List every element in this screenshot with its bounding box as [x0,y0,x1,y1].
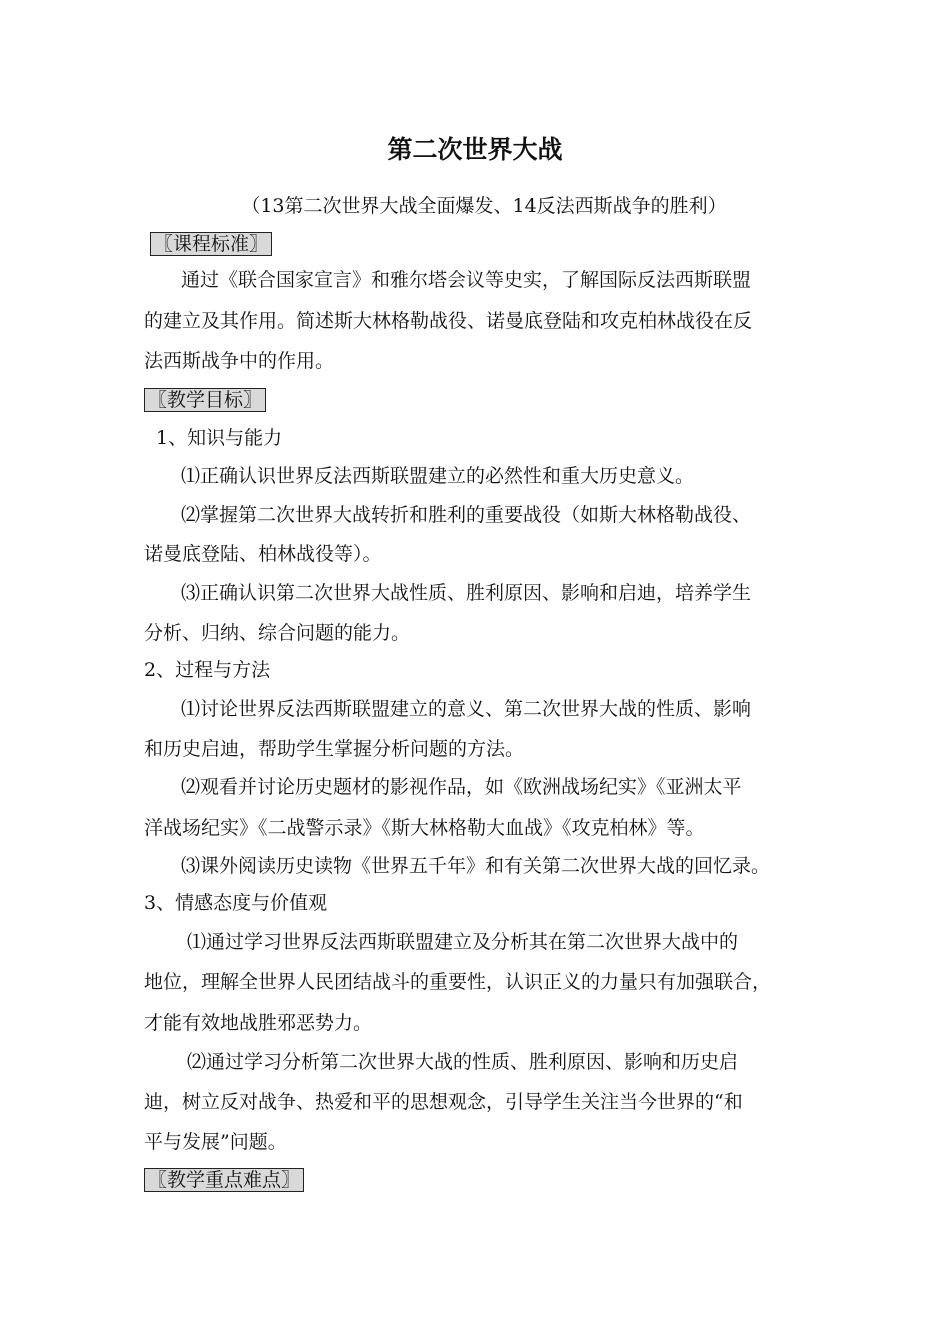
paragraph-line: 法西斯战争中的作用。 [144,350,335,372]
paragraph-line: 分析、归纳、综合问题的能力。 [144,622,411,644]
paragraph-line: 平与发展”问题。 [144,1131,287,1153]
paragraph-line: 通过《联合国家宣言》和雅尔塔会议等史实，了解国际反法西斯联盟 [181,269,752,291]
paragraph-line: 的建立及其作用。简述斯大林格勒战役、诺曼底登陆和攻克柏林战役在反 [144,310,753,332]
paragraph-line: 洋战场纪实》《二战警示录》《斯大林格勒大血战》《攻克柏林》等。 [144,817,705,839]
paragraph-line: ⑵掌握第二次世界大战转折和胜利的重要战役（如斯大林格勒战役、 [181,504,752,526]
page-title: 第二次世界大战 [387,135,563,164]
section-tag-curriculum: 〖课程标准〗 [150,232,272,256]
section-objectives [144,387,824,413]
paragraph-line: ⑴通过学习世界反法西斯联盟建立及分析其在第二次世界大战中的 [187,931,739,953]
paragraph-line: ⑴讨论世界反法西斯联盟建立的意义、第二次世界大战的性质、影响 [181,698,752,720]
paragraph-line: ⑶正确认识第二次世界大战性质、胜利原因、影响和启迪，培养学生 [181,582,752,604]
page-subtitle: （13第二次世界大战全面爆发、14反法西斯战争的胜利） [241,195,727,217]
section-tag-keypoints: 〖教学重点难点〗 [144,1168,304,1192]
paragraph-line: 和历史启迪，帮助学生掌握分析问题的方法。 [144,738,525,760]
subheading: 1、知识与能力 [156,427,283,449]
paragraph-line: ⑵通过学习分析第二次世界大战的性质、胜利原因、影响和历史启 [187,1051,739,1073]
paragraph-line: 才能有效地战胜邪恶势力。 [144,1012,373,1034]
section-curriculum [150,231,830,257]
section-tag-objectives: 〖教学目标〗 [144,388,266,412]
paragraph-line: ⑶课外阅读历史读物《世界五千年》和有关第二次世界大战的回忆录。 [181,855,771,877]
subheading: 3、情感态度与价值观 [144,892,328,914]
paragraph-line: ⑵观看并讨论历史题材的影视作品，如《欧洲战场纪实》《亚洲太平 [181,776,742,798]
paragraph-line: 地位，理解全世界人民团结战斗的重要性，认识正义的力量只有加强联合， [144,971,772,993]
paragraph-line: ⑴正确认识世界反法西斯联盟建立的必然性和重大历史意义。 [181,465,695,487]
paragraph-line: 诺曼底登陆、柏林战役等）。 [144,543,382,565]
subheading: 2、过程与方法 [144,659,271,681]
section-keypoints [144,1167,824,1193]
paragraph-line: 迪，树立反对战争、热爱和平的思想观念，引导学生关注当今世界的“和 [144,1091,743,1113]
